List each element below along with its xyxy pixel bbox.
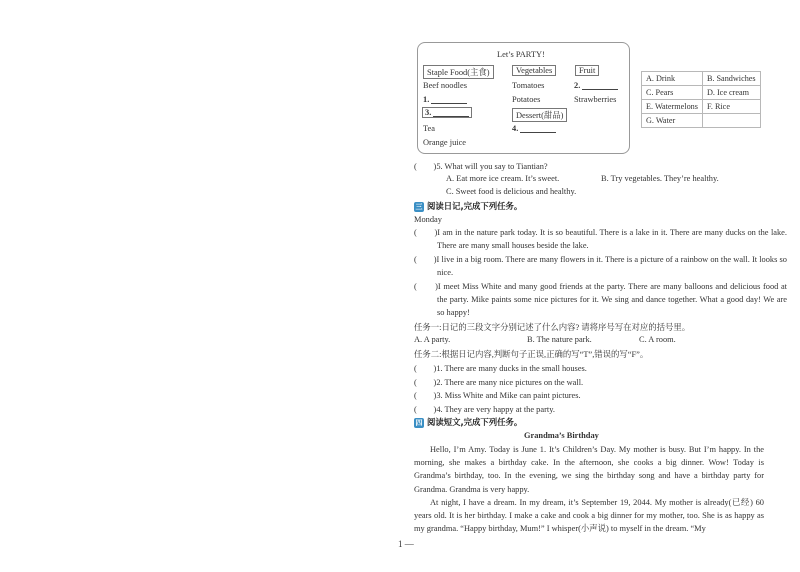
option-b: B. Sandwiches	[702, 72, 760, 86]
option-f: F. Rice	[702, 100, 760, 114]
tf-statement-1: ( )1. There are many ducks in the small houses.	[414, 364, 587, 373]
passage-paragraph-2: At night, I have a dream. In my dream, it’s September 19, 2044. My mother is already(已经) 60 years old. It is her birthday. I make a cake and cook a big dinner for my mother, too. She is as happy as my grandma. “Happy birthday, Mum!” I whisper(小声说) to myself in the dream. “My	[414, 498, 764, 534]
section-4-heading: 四 阅读短文,完成下列任务。	[415, 417, 523, 427]
option-a: A. Drink	[642, 72, 703, 86]
strawberries: Strawberries	[574, 95, 617, 104]
task-1-instruction: 任务一:日记的三段文字分别记述了什么内容? 请将序号写在对应的括号里。	[414, 323, 691, 332]
section-number-icon: 四	[415, 419, 423, 427]
q5-option-b: B. Try vegetables. They’re healthy.	[601, 174, 719, 183]
page-number: 1 —	[398, 539, 414, 549]
orange-juice: Orange juice	[423, 138, 467, 147]
answer-paren[interactable]: ( )	[414, 162, 437, 171]
staple-food-label: Staple Food(主食)	[423, 65, 494, 79]
beef-noodles: Beef noodles	[423, 81, 467, 90]
task-1-option-a: A. A party.	[414, 335, 451, 344]
q5-option-a: A. Eat more ice cream. It’s sweet.	[446, 174, 560, 183]
blank-2: 2.	[574, 81, 618, 90]
tomatoes: Tomatoes	[512, 81, 545, 90]
blank-3: 3.	[422, 107, 472, 118]
task-1-option-b: B. The nature park.	[527, 335, 592, 344]
tea: Tea	[423, 124, 435, 133]
option-c: C. Pears	[642, 86, 703, 100]
passage-title: Grandma’s Birthday	[524, 431, 599, 440]
diary-paragraph-1: ( )I am in the nature park today. It is so beautiful. There is a lake in it. There are many ducks on the lake. There are many small houses beside the lake.	[414, 228, 787, 251]
section-3-heading: 三 阅读日记,完成下列任务。	[415, 201, 523, 211]
tf-statement-4: ( )4. They are very happy at the party.	[414, 405, 555, 414]
vegetables-label: Vegetables	[512, 65, 556, 76]
blank-4: 4.	[512, 124, 556, 133]
tf-statement-3: ( )3. Miss White and Mike can paint pictures.	[414, 391, 581, 400]
option-e: E. Watermelons	[642, 100, 703, 114]
dessert-label: Dessert(甜品)	[512, 108, 567, 122]
passage-paragraph-1: Hello, I’m Amy. Today is June 1. It’s Children’s Day. My mother is busy. But I’m happy. In the morning, she makes a birthday cake. In the afternoon, she cooks a big dinner. Wow! Today is Grandma’s birthday, too. In the evening, we sing the birthday song and have a birthday party for Grandma. Grandma is very happy.	[414, 445, 764, 494]
tf-statement-2: ( )2. There are many nice pictures on the wall.	[414, 378, 584, 387]
diary-paragraph-2: ( )I live in a big room. There are many flowers in it. There is a picture of a rainbow on the wall. It looks so nice.	[414, 255, 787, 278]
section-number-icon: 三	[415, 203, 423, 211]
option-d: D. Ice cream	[702, 86, 760, 100]
options-table	[641, 71, 761, 128]
task-1-option-c: C. A room.	[639, 335, 676, 344]
question-5: ( )5. What will you say to Tiantian?	[414, 162, 548, 171]
blank-1: 1.	[423, 95, 467, 104]
q5-option-c: C. Sweet food is delicious and healthy.	[446, 187, 577, 196]
task-2-instruction: 任务二:根据日记内容,判断句子正误,正确的写“T”,错误的写“F”。	[414, 350, 649, 359]
potatoes: Potatoes	[512, 95, 541, 104]
option-g: G. Water	[642, 114, 703, 128]
fruit-label: Fruit	[575, 65, 599, 76]
diary-paragraph-3: ( )I meet Miss White and many good friends at the party. There are many balloons and delicious food at the party. Mike paints some nice pictures for it. We sing and dance together. What a good day! We are so happy!	[414, 282, 787, 318]
diary-day: Monday	[414, 215, 442, 224]
menu-title: Let’s PARTY!	[497, 50, 545, 59]
